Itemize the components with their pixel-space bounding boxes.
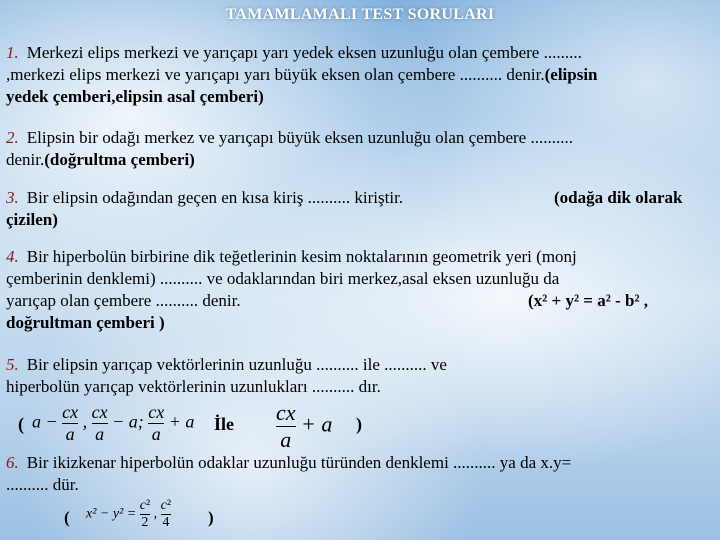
question-1-line-1: 1. Merkezi elips merkezi ve yarıçapı yarı yedek eksen uzunluğu olan çembere ......... <box>6 43 582 62</box>
question-4-line-3: yarıçap olan çembere .......... denir. (x² + y² = a² - b² , <box>6 291 649 310</box>
question-6-line-1: 6. Bir ikizkenar hiperbolün odaklar uzunluğu türünden denklemi .......... ya da x.y= <box>6 453 572 472</box>
question-4-formula: (x² + y² = a² - b² , <box>528 291 649 310</box>
question-1-line-2: ,merkezi elips merkezi ve yarıçapı yarı büyük eksen olan çembere .......... denir.(elipsin <box>6 65 598 84</box>
question-2-number: 2. <box>6 128 19 147</box>
question-5-open-paren: ( <box>18 414 24 434</box>
question-4-number: 4. <box>6 247 19 266</box>
question-5-close-paren: ) <box>356 414 362 434</box>
question-1-answer-b: yedek çemberi,elipsin asal çemberi) <box>6 87 264 106</box>
question-4-answer: doğrultman çemberi ) <box>6 313 165 332</box>
question-3-number: 3. <box>6 188 19 207</box>
question-6-line-2: .......... dür. <box>6 475 79 494</box>
question-3-line-1: 3. Bir elipsin odağından geçen en kısa kiriş .......... kiriştir. (odağa dik olarak <box>6 188 683 207</box>
question-6-open-paren: ( <box>64 508 70 527</box>
question-5-formula <box>18 400 378 452</box>
question-6-number: 6. <box>6 453 19 472</box>
question-2-answer: (doğrultma çemberi) <box>44 150 195 169</box>
page-title: TAMAMLAMALI TEST SORULARI <box>225 6 495 23</box>
question-2-line-2: denir.(doğrultma çemberi) <box>6 150 195 169</box>
question-2 <box>6 127 712 171</box>
question-5-line-2: hiperbolün yarıçap vektörlerinin uzunlukları .......... dır. <box>6 377 381 396</box>
question-3 <box>6 187 712 231</box>
question-6-formula-expression: x² − y² = $\frac{\text{c²}}{2}$ , $\frac{\text{c²}}{4}$ <box>86 498 172 530</box>
question-1-answer-a: (elipsin <box>544 65 598 84</box>
question-5-line-1: 5. Bir elipsin yarıçap vektörlerinin uzunluğu .......... ile .......... ve <box>6 355 447 374</box>
question-6-close-paren: ) <box>208 508 214 527</box>
question-2-line-1: 2. Elipsin bir odağı merkez ve yarıçapı büyük eksen uzunluğu olan çembere .......... <box>6 128 573 147</box>
question-3-answer-b: çizilen) <box>6 210 58 229</box>
question-4-line-1: 4. Bir hiperbolün birbirine dik teğetlerinin kesim noktalarının geometrik yeri (monj <box>6 247 577 266</box>
question-1 <box>6 42 712 108</box>
question-5 <box>6 354 712 398</box>
question-6 <box>6 452 712 496</box>
question-5-ile: İle <box>214 414 234 434</box>
question-1-number: 1. <box>6 43 19 62</box>
question-4-line-2: çemberinin denklemi) .......... ve odaklarından biri merkez,asal eksen uzunluğu da <box>6 269 560 288</box>
question-6-formula <box>64 494 234 538</box>
question-4 <box>6 246 712 334</box>
question-5-formula-expression: a − $\frac{cx}{a}$ , $\frac{cx}{a}$ − a; $\frac{cx}{a}$ + a <box>32 402 195 444</box>
question-5-formula-big: $\frac{cx}{a}$ + a <box>276 400 333 452</box>
question-5-number: 5. <box>6 355 19 374</box>
question-3-answer-a: (odağa dik olarak <box>554 188 683 207</box>
